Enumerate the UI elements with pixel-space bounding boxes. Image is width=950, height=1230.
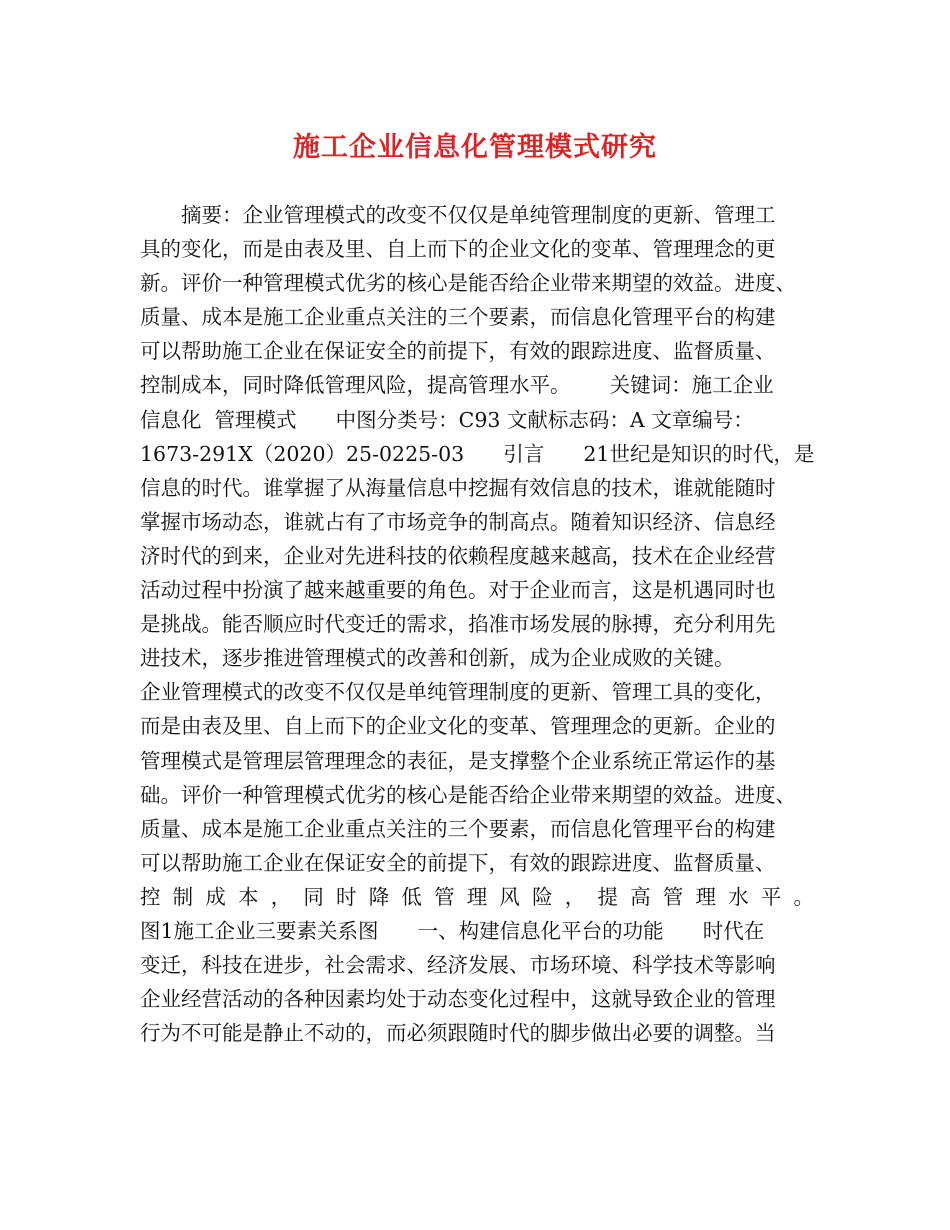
text-line: 1673-291X（2020）25-0225-03 引言 21世纪是知识的时代，是 — [140, 441, 815, 466]
text-line: 图1施工企业三要素关系图 一、构建信息化平台的功能 时代在 — [140, 918, 765, 943]
text-line: 控制成本，同时降低管理风险，提高管理水平。 关键词：施工企业 — [140, 373, 774, 398]
text-line: 质量、成本是施工企业重点关注的三个要素，而信息化管理平台的构建 — [140, 816, 776, 841]
document-title: 施工企业信息化管理模式研究 — [293, 132, 657, 163]
text-line: 础。评价一种管理模式优劣的核心是能否给企业带来期望的效益。进度、 — [140, 782, 796, 807]
text-line: 行为不可能是静止不动的，而必须跟随时代的脚步做出必要的调整。当 — [140, 1021, 776, 1046]
text-line: 管理模式是管理层管理理念的表征，是支撑整个企业系统正常运作的基 — [140, 748, 776, 773]
text-line: 信息化 管理模式 中图分类号：C93 文献标志码：A 文章编号： — [140, 407, 754, 432]
text-line: 信息的时代。谁掌握了从海量信息中挖掘有效信息的技术，谁就能随时 — [140, 475, 776, 500]
text-line: 新。评价一种管理模式优劣的核心是能否给企业带来期望的效益。进度、 — [140, 271, 796, 296]
text-line: 是挑战。能否顺应时代变迁的需求，掐准市场发展的脉搏，充分利用先 — [140, 612, 776, 637]
text-line: 而是由表及里、自上而下的企业文化的变革、管理理念的更新。企业的 — [140, 714, 776, 739]
text-line: 济时代的到来，企业对先进科技的依赖程度越来越高，技术在企业经营 — [140, 543, 776, 568]
text-line: 进技术，逐步推进管理模式的改善和创新，成为企业成败的关键。 — [140, 646, 735, 671]
text-line: 变迁，科技在进步，社会需求、经济发展、市场环境、科学技术等影响 — [140, 953, 776, 978]
text-line: 具的变化，而是由表及里、自上而下的企业文化的变革、管理理念的更 — [140, 237, 776, 262]
text-line: 活动过程中扮演了越来越重要的角色。对于企业而言，这是机遇同时也 — [140, 578, 776, 603]
text-line: 可以帮助施工企业在保证安全的前提下，有效的跟踪进度、监督质量、 — [140, 339, 776, 364]
text-line: 可以帮助施工企业在保证安全的前提下，有效的跟踪进度、监督质量、 — [140, 850, 776, 875]
text-line: 掌握市场动态，谁就占有了市场竞争的制高点。随着知识经济、信息经 — [140, 509, 776, 534]
text-line: 控制成本，同时降低管理风险，提高管理水平。 — [140, 884, 814, 909]
text-line: 企业管理模式的改变不仅仅是单纯管理制度的更新、管理工具的变化， — [140, 680, 776, 705]
text-line: 摘要：企业管理模式的改变不仅仅是单纯管理制度的更新、管理工 — [181, 203, 776, 227]
document-body — [140, 198, 814, 1050]
text-line: 企业经营活动的各种因素均处于动态变化过程中，这就导致企业的管理 — [140, 987, 776, 1012]
text-line: 质量、成本是施工企业重点关注的三个要素，而信息化管理平台的构建 — [140, 305, 776, 330]
